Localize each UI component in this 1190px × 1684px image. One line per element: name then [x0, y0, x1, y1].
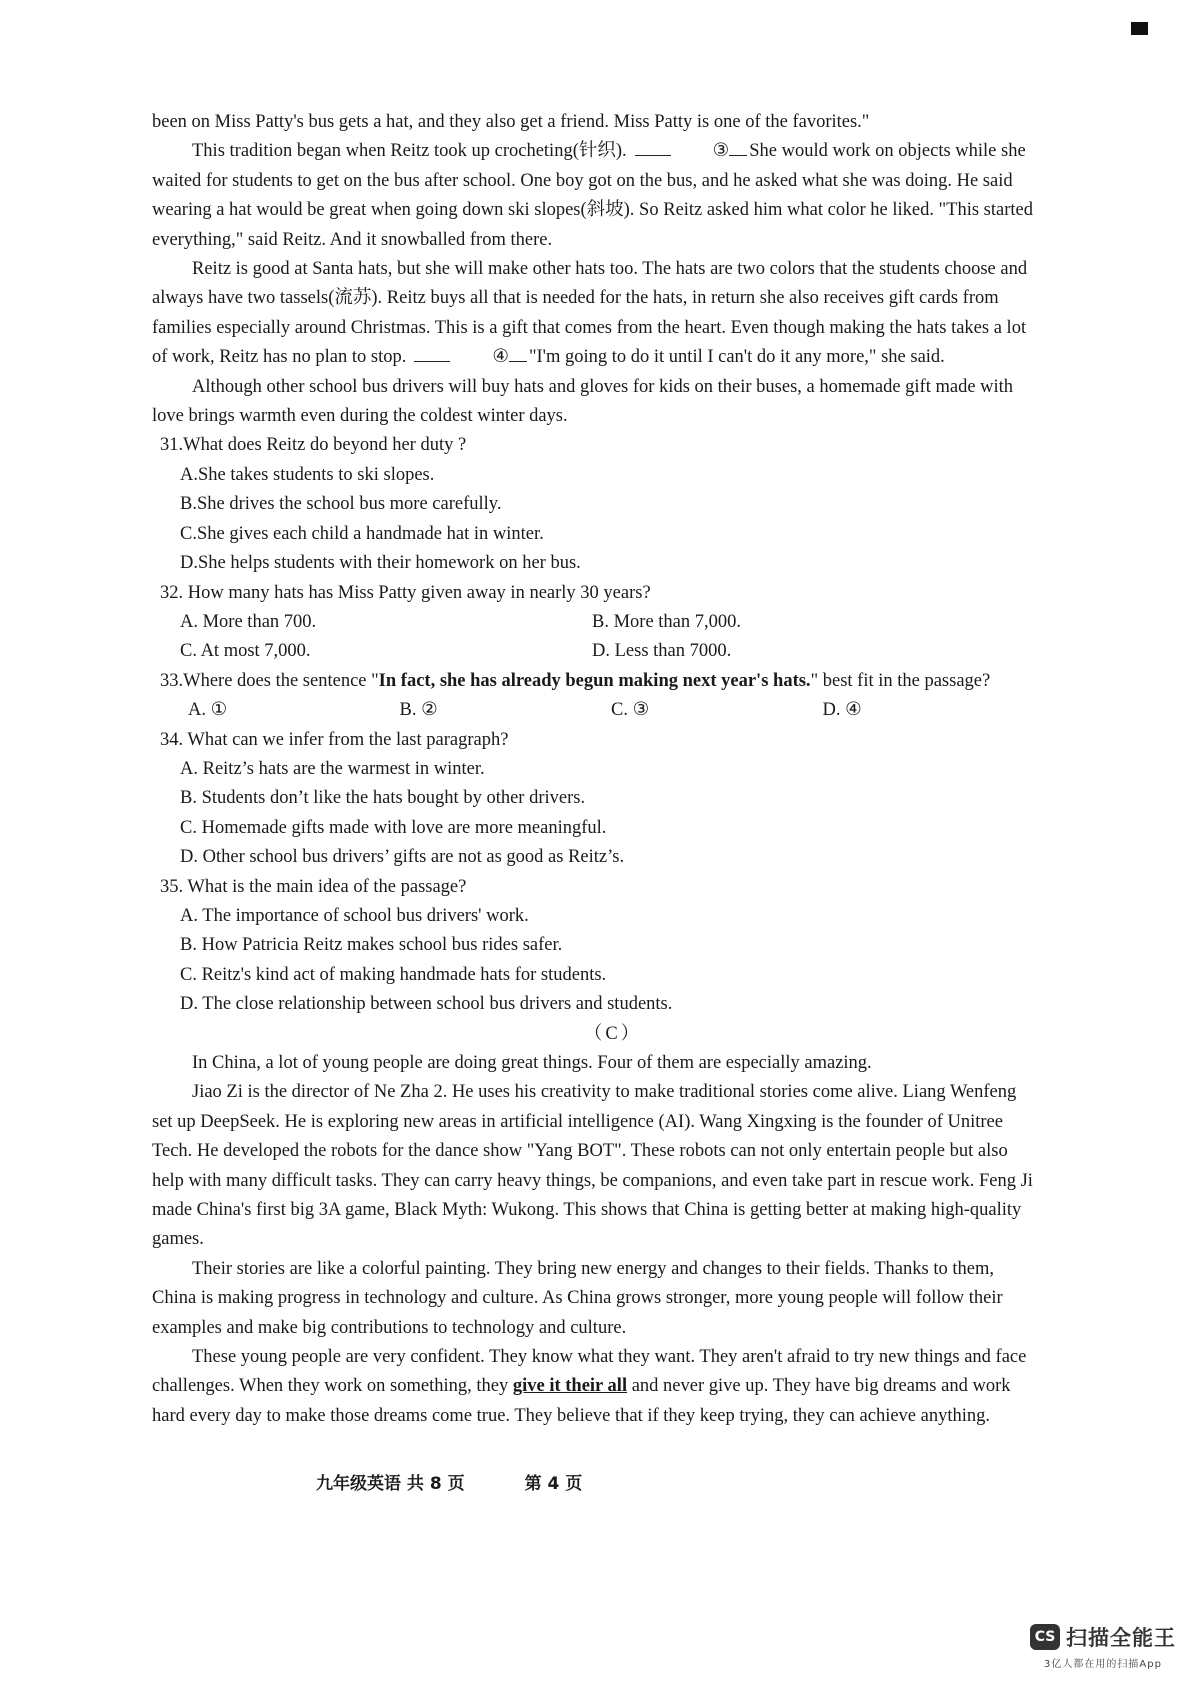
- question-32-option-b: B. More than 7,000.: [592, 611, 742, 632]
- question-34-option-b: B. Students don’t like the hats bought by other drivers.: [180, 788, 586, 809]
- passage-c-paragraph-3: Their stories are like a colorful painting. They bring new energy and changes to their fields. Thanks to them, China is making progress in technology and culture. As China grows stronger, more young people will follow their examples and make big contributions to technology and culture.: [152, 1258, 1003, 1338]
- question-34-option-c: C. Homemade gifts made with love are more meaningful.: [180, 817, 607, 838]
- question-35-option-a: A. The importance of school bus drivers' work.: [180, 905, 529, 926]
- passage-b-paragraph-2: This tradition began when Reitz took up crocheting(针织). ③ She would work on objects while she waited for students to get on the bus after school. One boy got on the bus, and he asked what she was doing. He said wearing a hat would be great when going down ski slopes(斜坡). So Reitz asked him what color he liked. "This started everything," said Reitz. And it snowballed from there.: [152, 137, 1034, 255]
- question-32-option-c: C. At most 7,000.: [180, 641, 311, 662]
- passage-c-paragraph-2: Jiao Zi is the director of Ne Zha 2. He uses his creativity to make traditional stories come alive. Liang Wenfeng set up DeepSeek. He is exploring new areas in artificial intelligence (AI). Wang Xingxing is the founder of Unitree Tech. He developed the robots for the dance show "Yang BOT". These robots can not only entertain people but also help with many difficult tasks. They can carry heavy things, be companions, and even take part in rescue work. Feng Ji made China's first big 3A game, Black Myth: Wukong. This shows that China is getting better at making high-quality games.: [152, 1082, 1033, 1250]
- question-31-option-a: A.She takes students to ski slopes.: [180, 464, 435, 485]
- passage-c-paragraph-4: These young people are very confident. They know what they want. They aren't afraid to try new things and face challenges. When they work on something, they give it their all and never give up. They have big dreams and work hard every day to make those dreams come true. They believe that if they keep trying, they can achieve anything.: [152, 1347, 1027, 1426]
- question-33-options: [152, 696, 1034, 725]
- question-33-option-b: B. ②: [399, 700, 438, 721]
- blank-marker-3: ③: [712, 141, 730, 162]
- footer-page-number: 第 4 页: [524, 1474, 583, 1494]
- question-31-option-c: C.She gives each child a handmade hat in winter.: [180, 523, 544, 544]
- scanner-watermark: [1030, 1622, 1176, 1670]
- question-33-stem: 33.Where does the sentence "In fact, she has already begun making next year's hats." best fit in the passage?: [160, 670, 991, 691]
- watermark-app-name: 扫描全能王: [1066, 1626, 1176, 1650]
- answer-blank: [635, 139, 671, 156]
- question-33-option-d: D. ④: [822, 700, 862, 721]
- question-33-option-a: A. ①: [188, 700, 228, 721]
- question-35-option-c: C. Reitz's kind act of making handmade hats for students.: [180, 964, 607, 985]
- passage-b-paragraph-4: Although other school bus drivers will buy hats and gloves for kids on their buses, a homemade gift made with love brings warmth even during the coldest winter days.: [152, 376, 1014, 427]
- question-31-option-d: D.She helps students with their homework on her bus.: [180, 553, 581, 574]
- question-34-option-a: A. Reitz’s hats are the warmest in winter.: [180, 758, 485, 779]
- question-34-stem: 34. What can we infer from the last paragraph?: [160, 729, 509, 750]
- question-32-stem: 32. How many hats has Miss Patty given away in nearly 30 years?: [160, 582, 651, 603]
- question-35-option-b: B. How Patricia Reitz makes school bus rides safer.: [180, 935, 563, 956]
- question-31-option-b: B.She drives the school bus more carefully.: [180, 494, 502, 515]
- page-footer: [316, 1469, 582, 1494]
- question-32-options-row-1: [152, 608, 1034, 637]
- question-35-option-d: D. The close relationship between school bus drivers and students.: [180, 994, 673, 1015]
- question-33-option-c: C. ③: [611, 700, 650, 721]
- question-34-option-d: D. Other school bus drivers’ gifts are not as good as Reitz’s.: [180, 847, 625, 868]
- target-sentence: In fact, she has already begun making next year's hats.: [378, 670, 811, 691]
- blank-marker-4: ④: [492, 347, 509, 368]
- question-32-option-d: D. Less than 7000.: [592, 641, 732, 662]
- corner-registration-mark: [1131, 22, 1148, 35]
- section-heading-c: （C）: [583, 1023, 643, 1044]
- passage-c-paragraph-1: In China, a lot of young people are doing great things. Four of them are especially amazing.: [192, 1053, 872, 1073]
- answer-blank: [414, 345, 450, 362]
- passage-b-paragraph-3: Reitz is good at Santa hats, but she will make other hats too. The hats are two colors that the students choose and always have two tassels(流苏). Reitz buys all that is needed for the hats, in return she also receives gift cards from families especially around Christmas. This is a gift that comes from the heart. Even though making the hats takes a lot of work, Reitz has no plan to stop. ④ "I'm going to do it until I can't do it any more," she said.: [152, 255, 1034, 373]
- footer-subject: 九年级英语 共 8 页: [316, 1474, 465, 1494]
- exam-page: [152, 108, 1034, 1431]
- camscanner-logo-icon: CS: [1030, 1624, 1060, 1650]
- passage-b-paragraph-1: been on Miss Patty's bus gets a hat, and they also get a friend. Miss Patty is one of the favorites.": [152, 112, 870, 132]
- watermark-tagline: 3亿人都在用的扫描App: [1044, 1659, 1162, 1670]
- question-32-option-a: A. More than 700.: [180, 611, 317, 632]
- underlined-phrase: give it their all: [512, 1376, 628, 1397]
- question-35-stem: 35. What is the main idea of the passage?: [160, 876, 467, 897]
- question-32-options-row-2: [152, 637, 1034, 666]
- question-31-stem: 31.What does Reitz do beyond her duty ?: [160, 435, 467, 456]
